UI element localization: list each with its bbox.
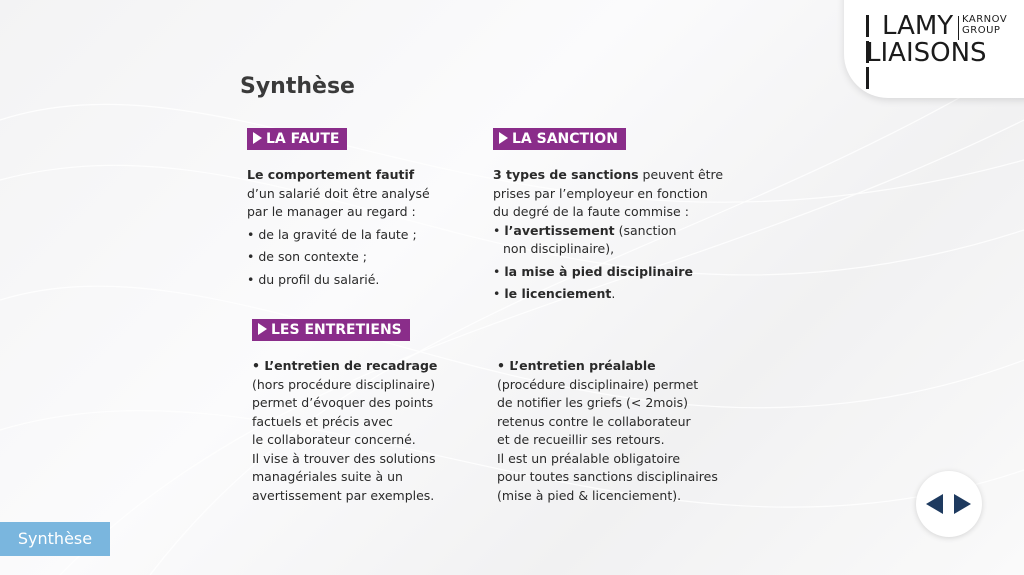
bullet-symbol: • — [493, 263, 501, 279]
triangle-left-icon[interactable] — [926, 494, 943, 514]
entretien-line: Il est un préalable obligatoire — [497, 450, 681, 466]
logo-group-line2: GROUP — [962, 25, 1001, 36]
page-title: Synthèse — [240, 74, 355, 99]
entretien-line: factuels et précis avec — [252, 413, 393, 429]
sanction-b3: le licenciement — [504, 286, 612, 301]
faute-intro: Le comportement fautif — [247, 167, 415, 182]
entretien-line: permet d’évoquer des points — [252, 395, 434, 410]
logo-line1: LAMY — [882, 11, 954, 41]
faute-bullet: • du profil du salarié. — [247, 271, 380, 287]
logo-separator — [958, 16, 959, 40]
tag-label: LA SANCTION — [512, 131, 618, 147]
sanction-b2: la mise à pied disciplinaire — [504, 263, 693, 279]
entretien-line: et de recueillir ses retours. — [497, 432, 665, 447]
triangle-right-icon[interactable] — [954, 494, 971, 514]
entretien-line: (procédure disciplinaire) permet — [497, 376, 699, 392]
sanction-intro-rest: peuvent être — [638, 167, 724, 182]
entretien-line: (mise à pied & licenciement). — [497, 487, 682, 503]
entretien-line: avertissement par exemples. — [252, 487, 435, 503]
sanction-intro-bold: 3 types de sanctions — [493, 167, 639, 182]
play-arrow-icon — [499, 132, 508, 144]
entretien-line: (hors procédure disciplinaire) — [252, 376, 436, 392]
entretien-line: de notifier les griefs (< 2mois) — [497, 395, 688, 410]
slide-navigation — [916, 471, 982, 537]
faute-text — [247, 166, 430, 289]
entretien-line: pour toutes sanctions disciplinaires — [497, 469, 718, 484]
play-arrow-icon — [253, 132, 262, 144]
faute-bullet: • de la gravité de la faute ; — [247, 226, 417, 242]
section-tab-synthese[interactable]: Synthèse — [0, 522, 110, 556]
faute-line: d’un salarié doit être analysé — [247, 185, 430, 201]
sanction-b1-rest: (sanction — [614, 222, 677, 238]
faute-bullet: • de son contexte ; — [247, 249, 367, 264]
sanction-line: du degré de la faute commise : — [493, 204, 689, 219]
play-arrow-icon — [258, 323, 267, 335]
sanction-text — [493, 166, 723, 304]
entretien-prealable-title: • L’entretien préalable — [497, 358, 656, 373]
tag-label: LES ENTRETIENS — [271, 322, 402, 338]
entretien-recadrage-title: • L’entretien de recadrage — [252, 358, 438, 373]
sanction-b1-bold: l’avertissement — [504, 222, 615, 238]
tag-la-faute — [247, 128, 347, 150]
tag-les-entretiens — [252, 319, 410, 341]
entretien-line: managériales suite à un — [252, 469, 403, 484]
faute-line: par le manager au regard : — [247, 204, 416, 219]
bullet-symbol: • — [493, 286, 501, 301]
entretien-recadrage-text — [252, 357, 437, 505]
entretien-line: retenus contre le collaborateur — [497, 413, 691, 429]
bullet-symbol: • — [493, 222, 501, 238]
entretien-prealable-text — [497, 357, 718, 505]
tag-label: LA FAUTE — [266, 131, 340, 147]
entretien-line: le collaborateur concerné. — [252, 432, 416, 447]
sanction-line: prises par l’employeur en fonction — [493, 185, 708, 201]
logo-group — [962, 14, 1007, 36]
sanction-b1-cont: non disciplinaire), — [503, 241, 615, 256]
tag-la-sanction — [493, 128, 626, 150]
logo-line2: LIAISONS — [866, 38, 987, 68]
entretien-line: Il vise à trouver des solutions — [252, 450, 436, 466]
logo-group-line1: KARNOV — [962, 14, 1008, 25]
sanction-b3-end: . — [611, 286, 616, 301]
